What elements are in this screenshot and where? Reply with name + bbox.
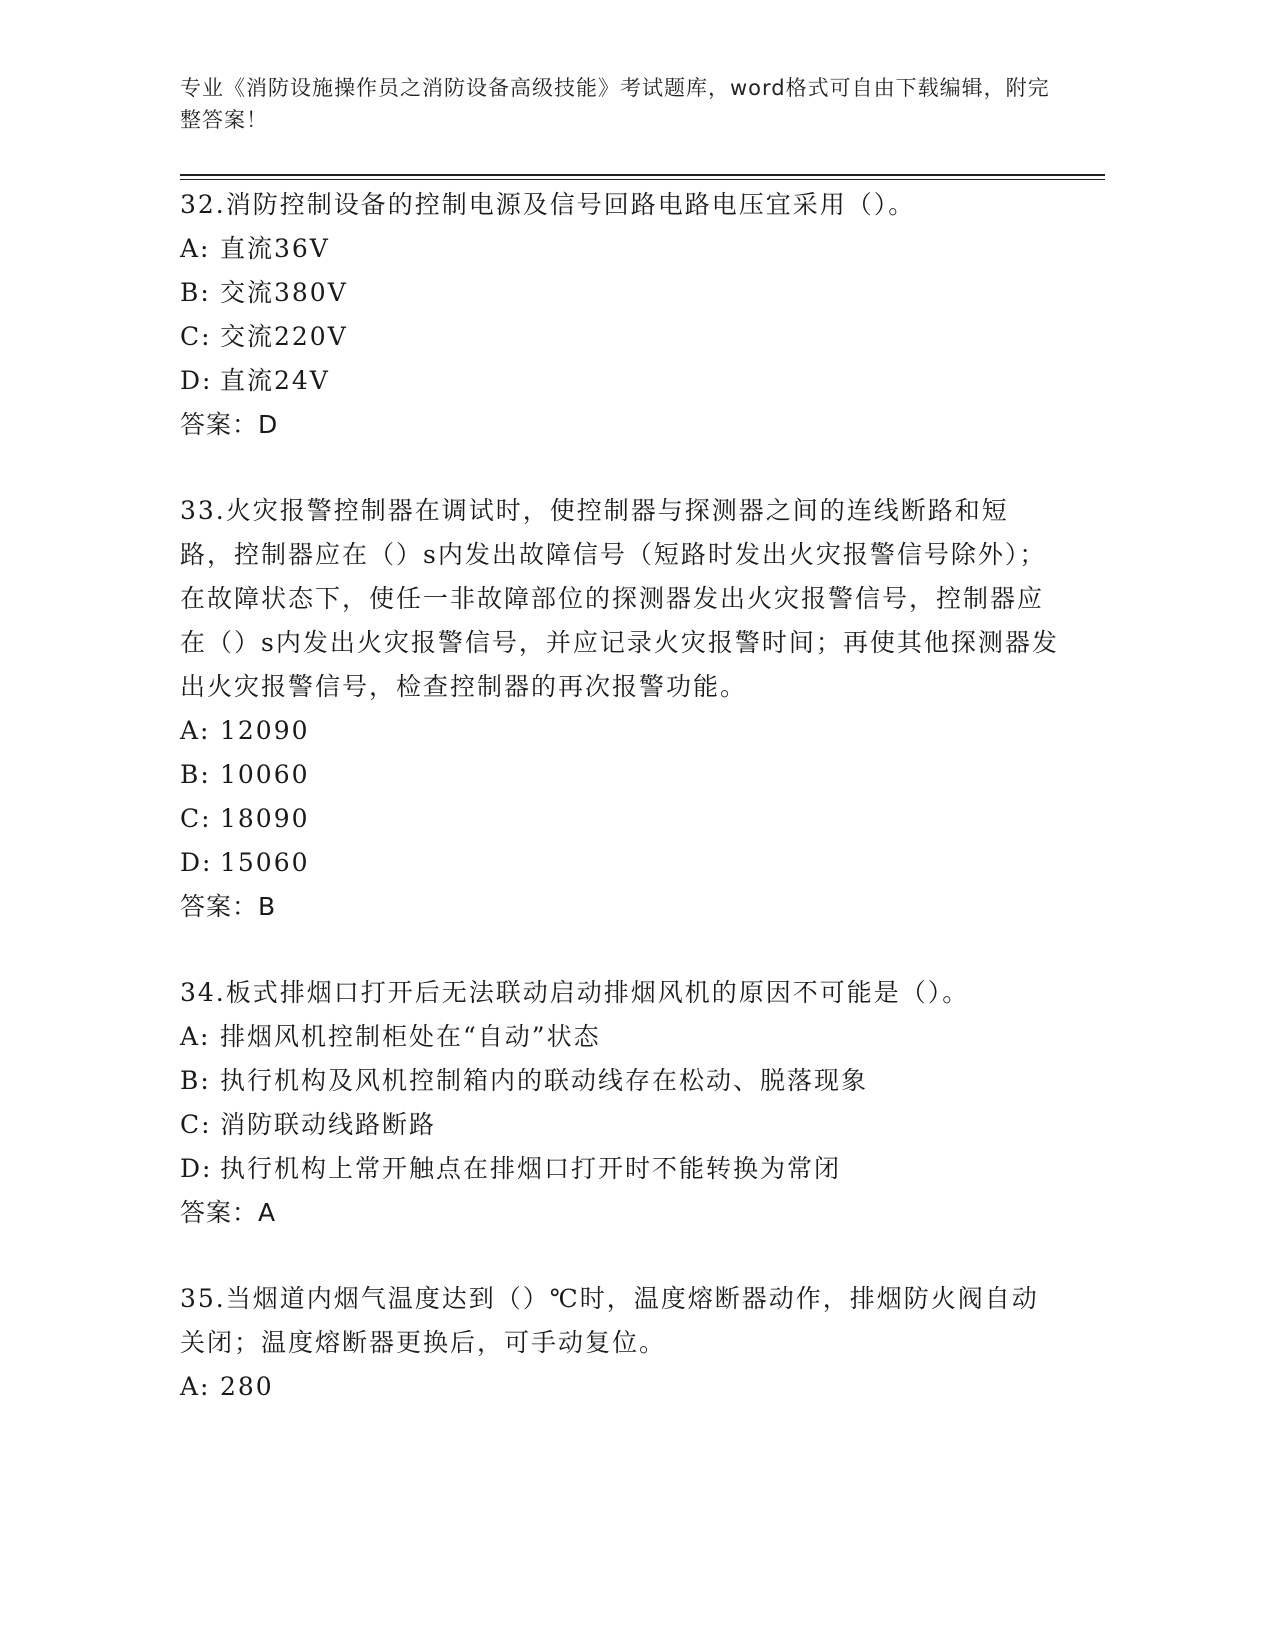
option-letter: D: xyxy=(180,848,213,877)
option-letter: A: xyxy=(180,234,211,263)
option-letter: A: xyxy=(180,1022,211,1051)
option-c xyxy=(180,797,1060,841)
question-stem: 32.消防控制设备的控制电源及信号回路电路电压宜采用（）。 xyxy=(180,190,916,219)
option-letter: A: xyxy=(180,1372,211,1401)
option-text: 直流36V xyxy=(220,234,330,263)
question-stem: 33.火灾报警控制器在调试时，使控制器与探测器之间的连线断路和短路，控制器应在（）s内发出故障信号（短路时发出火灾报警信号除外）；在故障状态下，使任一非故障部位的探测器发出火灾报警信号，控制器应在（）s内发出火灾报警信号，并应记录火灾报警时间；再使其他探测器发出火灾报警信号，检查控制器的再次报警功能。 xyxy=(180,496,1059,701)
option-c xyxy=(180,315,1060,359)
header-divider-thick xyxy=(180,174,1105,176)
answer-line: 答案：A xyxy=(180,1198,277,1227)
question-34 xyxy=(180,971,1060,1235)
option-letter: C: xyxy=(180,804,212,833)
header-divider-thin xyxy=(180,179,1105,180)
question-35 xyxy=(180,1277,1060,1409)
option-a xyxy=(180,1015,1060,1059)
option-d xyxy=(180,841,1060,885)
option-text: 消防联动线路断路 xyxy=(220,1110,437,1139)
option-letter: A: xyxy=(180,716,211,745)
option-text: 执行机构上常开触点在排烟口打开时不能转换为常闭 xyxy=(220,1154,842,1183)
option-text: 280 xyxy=(220,1372,274,1401)
option-a xyxy=(180,227,1060,271)
option-c xyxy=(180,1103,1060,1147)
option-a xyxy=(180,1365,1060,1409)
option-b xyxy=(180,1059,1060,1103)
document-header: 专业《消防设施操作员之消防设备高级技能》考试题库，word格式可自由下载编辑，附完整答案！ xyxy=(180,76,1050,132)
option-text: 排烟风机控制柜处在“自动”状态 xyxy=(220,1022,601,1051)
question-32 xyxy=(180,183,1060,447)
option-b xyxy=(180,271,1060,315)
question-stem: 34.板式排烟口打开后无法联动启动排烟风机的原因不可能是（）。 xyxy=(180,978,970,1007)
question-list xyxy=(180,183,1060,1451)
answer-line: 答案：D xyxy=(180,410,279,439)
answer-line: 答案：B xyxy=(180,892,277,921)
option-letter: C: xyxy=(180,322,212,351)
option-text: 10060 xyxy=(220,760,310,789)
option-letter: D: xyxy=(180,366,213,395)
option-text: 18090 xyxy=(220,804,310,833)
option-d xyxy=(180,1147,1060,1191)
option-text: 执行机构及风机控制箱内的联动线存在松动、脱落现象 xyxy=(220,1066,869,1095)
option-b xyxy=(180,753,1060,797)
option-text: 交流220V xyxy=(220,322,348,351)
option-text: 12090 xyxy=(220,716,310,745)
option-letter: D: xyxy=(180,1154,213,1183)
option-d xyxy=(180,359,1060,403)
option-letter: B: xyxy=(180,1066,211,1095)
option-a xyxy=(180,709,1060,753)
option-text: 15060 xyxy=(220,848,310,877)
option-letter: B: xyxy=(180,278,211,307)
question-stem: 35.当烟道内烟气温度达到（）℃时，温度熔断器动作，排烟防火阀自动关闭；温度熔断器更换后，可手动复位。 xyxy=(180,1284,1039,1357)
question-33 xyxy=(180,489,1060,929)
option-text: 直流24V xyxy=(220,366,330,395)
option-letter: B: xyxy=(180,760,211,789)
option-text: 交流380V xyxy=(220,278,348,307)
option-letter: C: xyxy=(180,1110,212,1139)
